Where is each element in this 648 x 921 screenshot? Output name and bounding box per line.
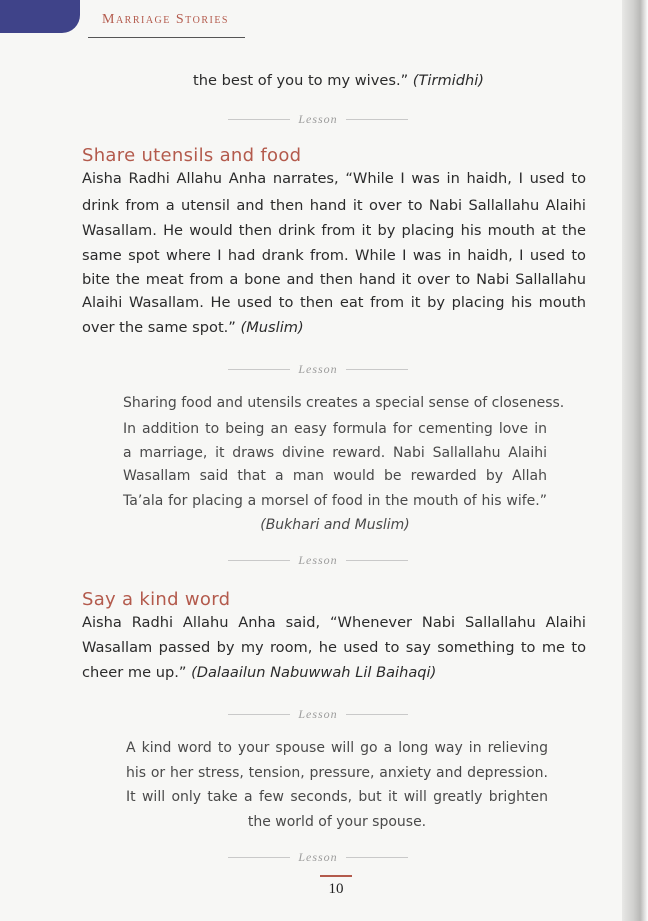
- page-number-mark: [320, 875, 352, 877]
- citation: (Dalaailun Nabuwwah Lil Baihaqi): [191, 664, 437, 681]
- running-head-rule: [88, 37, 245, 38]
- lesson-divider-2: [0, 361, 636, 377]
- lesson-line: It will only take a few seconds, but it will greatly brighten: [126, 789, 548, 805]
- section-heading-kind-word: Say a kind word: [82, 589, 231, 610]
- body-line: Alaihi Wasallam. He used to then eat from it by placing his mouth: [82, 294, 586, 311]
- divider-rule: [228, 857, 290, 858]
- body-line-last: [82, 666, 586, 681]
- lesson-line: A kind word to your spouse will go a long way in relieving: [126, 740, 548, 756]
- divider-rule: [228, 369, 290, 370]
- divider-rule: [346, 119, 408, 120]
- body-line: Wasallam passed by my room, he used to say something to me to: [82, 639, 586, 656]
- lesson-divider-3: [0, 552, 636, 568]
- section-heading-share-utensils: Share utensils and food: [82, 145, 302, 166]
- lesson-divider-4: [0, 706, 636, 722]
- lesson-line: his or her stress, tension, pressure, anxiety and depression.: [126, 765, 548, 781]
- lesson-divider-5: [0, 849, 636, 865]
- lesson-line: Ta’ala for placing a morsel of food in the mouth of his wife.”: [123, 493, 547, 509]
- body-line: Aisha Radhi Allahu Anha said, “Whenever Nabi Sallallahu Alaihi: [82, 614, 586, 631]
- divider-word: Lesson: [298, 361, 338, 376]
- body-line: Aisha Radhi Allahu Anha narrates, “While I was in haidh, I used to: [82, 170, 586, 187]
- continued-quote-text: the best of you to my wives.”: [193, 72, 409, 89]
- body-line-text: cheer me up.”: [82, 664, 187, 681]
- book-spine-shadow: [622, 0, 648, 921]
- divider-rule: [228, 119, 290, 120]
- lesson-citation: (Bukhari and Muslim): [260, 517, 410, 533]
- body-line: drink from a utensil and then hand it over to Nabi Sallallahu Alaihi: [82, 197, 586, 214]
- body-line: same spot where I had drank from. While I was in haidh, I used to: [82, 247, 586, 264]
- lesson-line: the world of your spouse.: [247, 814, 427, 830]
- divider-rule: [228, 714, 290, 715]
- corner-tab-decoration: [0, 0, 80, 33]
- continued-quote-citation: (Tirmidhi): [412, 72, 484, 89]
- body-line-text: over the same spot.”: [82, 319, 236, 336]
- divider-word: Lesson: [298, 706, 338, 721]
- citation: (Muslim): [240, 319, 304, 336]
- divider-rule: [346, 857, 408, 858]
- lesson-line: a marriage, it draws divine reward. Nabi Sallallahu Alaihi: [123, 445, 547, 461]
- divider-rule: [346, 369, 408, 370]
- page-number: 10: [328, 881, 344, 897]
- body-line: Wasallam. He would then drink from it by placing his mouth at the: [82, 222, 586, 239]
- lesson-divider-1: [0, 111, 636, 127]
- body-line-last: [82, 321, 586, 336]
- continued-quote: [193, 74, 484, 89]
- lesson-line: Sharing food and utensils creates a special sense of closeness.: [123, 395, 565, 411]
- lesson-line: Wasallam said that a man would be rewarded by Allah: [123, 468, 547, 484]
- lesson-line: In addition to being an easy formula for cementing love in: [123, 421, 547, 437]
- divider-word: Lesson: [298, 849, 338, 864]
- divider-word: Lesson: [298, 552, 338, 567]
- divider-rule: [228, 560, 290, 561]
- running-head: Marriage Stories: [102, 12, 229, 27]
- body-line: bite the meat from a bone and then hand it over to Nabi Sallallahu: [82, 271, 586, 288]
- divider-word: Lesson: [298, 111, 338, 126]
- divider-rule: [346, 560, 408, 561]
- divider-rule: [346, 714, 408, 715]
